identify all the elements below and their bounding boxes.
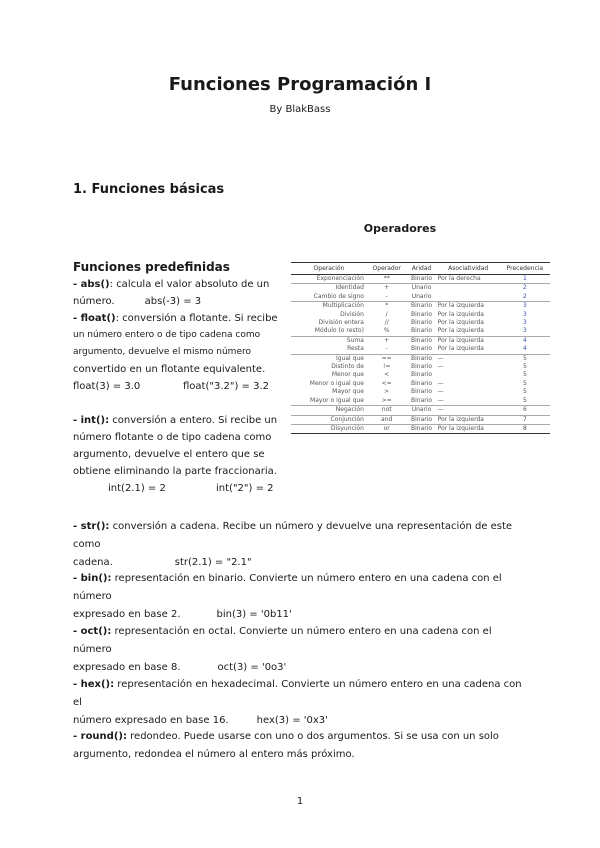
- hex-function: - hex(): representación en hexadecimal. Convierte un número entero en una cadena con el número expresado en base 16. hex(3) = '0x3': [73, 679, 522, 726]
- operator-assoc-cell: [437, 371, 500, 379]
- operator-arity-cell: Binario: [411, 379, 433, 387]
- operator-arity-cell: Binario: [411, 319, 433, 327]
- operator-op-cell: <: [384, 371, 390, 379]
- operator-arity-cell: Binario: [411, 336, 433, 344]
- operator-prec-cell: 5: [522, 371, 527, 379]
- operator-op-cell: !=: [382, 363, 391, 371]
- operator-name-cell: Multiplicación: [322, 302, 364, 310]
- operator-prec-cell: 5: [522, 379, 527, 387]
- operator-prec-cell: 1: [500, 275, 550, 284]
- operator-op-cell: <=: [381, 379, 392, 387]
- operator-assoc-cell: —: [437, 354, 444, 362]
- operator-assoc-cell: [437, 293, 500, 302]
- operator-op-cell: -: [367, 345, 407, 354]
- page-title: Funciones Programación I: [168, 74, 432, 95]
- int-desc-4: obtiene eliminando la parte fraccionaria.: [73, 466, 277, 477]
- operators-column-header: Precedencia: [500, 263, 550, 275]
- float-desc-4: convertido en un flotante equivalente.: [73, 364, 266, 375]
- float-desc: - float(): conversión a flotante. Si recibe: [73, 313, 278, 324]
- section-title: 1. Funciones básicas: [73, 182, 225, 197]
- operator-assoc-cell: Por la izquierda: [437, 310, 484, 318]
- operator-assoc-cell: —: [437, 406, 500, 415]
- operator-op-cell: +: [384, 284, 390, 292]
- operator-name-cell: Menor que: [331, 371, 364, 379]
- operator-row: [291, 293, 550, 302]
- operator-arity-cell: Binario: [406, 397, 436, 406]
- operator-row: [291, 345, 550, 354]
- operator-row: [291, 380, 550, 388]
- str-function: - str(): conversión a cadena. Recibe un número y devuelve una representación de este como cadena. str(2.1) = "2.1": [73, 521, 513, 568]
- operators-table-header: [291, 263, 550, 275]
- operator-prec-cell: 5: [500, 397, 550, 406]
- operator-name-cell: Suma: [346, 336, 364, 344]
- operator-prec-cell: 3: [522, 310, 527, 318]
- operators-column-header: Asociatividad: [437, 263, 500, 275]
- operator-name-cell: Módulo (o resto): [291, 327, 367, 336]
- operator-prec-cell: 3: [522, 302, 527, 310]
- operator-arity-cell: Binario: [411, 388, 433, 396]
- operator-arity-cell: Unario: [406, 293, 436, 302]
- operator-prec-cell: 5: [522, 363, 527, 371]
- operator-row: [291, 327, 550, 336]
- operator-prec-cell: 5: [522, 354, 527, 362]
- operator-assoc-cell: Por la izquierda: [437, 319, 484, 327]
- operator-row: [291, 284, 550, 293]
- operator-assoc-cell: —: [437, 397, 500, 406]
- operator-op-cell: >: [384, 388, 390, 396]
- operator-row: [291, 363, 550, 371]
- bin-function: - bin(): representación en binario. Convierte un número entero en una cadena con el número expresado en base 2. bin(3) = '0b11': [73, 573, 502, 620]
- operator-prec-cell: 3: [500, 327, 550, 336]
- operator-arity-cell: Binario: [406, 327, 436, 336]
- operator-assoc-cell: Por la izquierda: [437, 424, 500, 433]
- operator-name-cell: Negación: [291, 406, 367, 415]
- operator-op-cell: +: [384, 336, 390, 344]
- operators-title: Operadores: [363, 222, 437, 235]
- operator-op-cell: *: [385, 302, 389, 310]
- operator-arity-cell: Unario: [406, 406, 436, 415]
- round-function: - round(): redondeo. Puede usarse con uno o dos argumentos. Si se usa con un solo argumento, redondea el número al entero más próximo.: [73, 731, 499, 760]
- operator-row: [291, 371, 550, 379]
- operator-arity-cell: Binario: [406, 345, 436, 354]
- operator-op-cell: %: [367, 327, 407, 336]
- operator-name-cell: Mayor o igual que: [291, 397, 367, 406]
- operator-prec-cell: 7: [500, 415, 550, 424]
- operators-column-header: Operación: [291, 263, 367, 275]
- operator-arity-cell: Binario: [411, 354, 433, 362]
- predefined-functions: [73, 259, 278, 497]
- operator-name-cell: Cambio de signo: [291, 293, 367, 302]
- operator-prec-cell: 8: [500, 424, 550, 433]
- operator-arity-cell: Binario: [406, 415, 436, 424]
- operator-row: [291, 275, 550, 284]
- operator-arity-cell: Binario: [406, 424, 436, 433]
- operator-name-cell: División entera: [318, 319, 364, 327]
- operator-prec-cell: 6: [500, 406, 550, 415]
- operator-assoc-cell: Por la izquierda: [437, 336, 484, 344]
- operator-row: [291, 354, 550, 363]
- operator-assoc-cell: —: [437, 363, 444, 371]
- operator-assoc-cell: Por la izquierda: [437, 415, 500, 424]
- page-number: 1: [296, 796, 304, 807]
- operator-prec-cell: 3: [522, 319, 527, 327]
- operator-op-cell: or: [367, 424, 407, 433]
- operator-op-cell: **: [367, 275, 407, 284]
- int-examples: int(2.1) = 2 int("2") = 2: [108, 483, 274, 494]
- operator-op-cell: -: [367, 293, 407, 302]
- operator-name-cell: Menor o igual que: [309, 379, 364, 387]
- operator-assoc-cell: —: [437, 388, 444, 396]
- operator-name-cell: Disyunción: [291, 424, 367, 433]
- operator-assoc-cell: [437, 284, 500, 293]
- operator-prec-cell: 4: [522, 336, 527, 344]
- operator-prec-cell: 5: [522, 388, 527, 396]
- operator-arity-cell: Binario: [411, 302, 433, 310]
- float-desc-2: un número entero o de tipo cadena como: [73, 330, 261, 340]
- operator-name-cell: Exponenciación: [291, 275, 367, 284]
- operator-assoc-cell: Por la izquierda: [437, 327, 500, 336]
- operator-arity-cell: Binario: [411, 371, 433, 379]
- abs-desc: - abs(): calcula el valor absoluto de un: [73, 279, 270, 290]
- operator-prec-cell: 4: [500, 345, 550, 354]
- operator-op-cell: /: [385, 310, 388, 318]
- operators-column-header: Aridad: [406, 263, 436, 275]
- operator-name-cell: División: [340, 310, 364, 318]
- operator-name-cell: Mayor que: [332, 388, 364, 396]
- operator-assoc-cell: —: [437, 379, 444, 387]
- operator-prec-cell: 2: [500, 293, 550, 302]
- operator-row: [291, 302, 550, 311]
- float-desc-3: argumento, devuelve el mismo número: [73, 347, 251, 357]
- operator-name-cell: Identidad: [335, 284, 364, 292]
- operator-row: [291, 336, 550, 345]
- operator-arity-cell: Binario: [411, 310, 433, 318]
- operator-op-cell: and: [367, 415, 407, 424]
- operator-op-cell: not: [367, 406, 407, 415]
- operator-op-cell: //: [384, 319, 389, 327]
- operator-name-cell: Resta: [291, 345, 367, 354]
- operator-arity-cell: Binario: [406, 275, 436, 284]
- oct-function: - oct(): representación en octal. Convierte un número entero en una cadena con el número expresado en base 8. oct(3) = '0o3': [73, 626, 492, 673]
- operators-table: [291, 262, 550, 434]
- operators-column-header: Operador: [367, 263, 407, 275]
- float-examples: float(3) = 3.0 float("3.2") = 3.2: [73, 381, 270, 392]
- operator-row: [291, 388, 550, 396]
- operator-row: [291, 406, 550, 415]
- operator-op-cell: >=: [367, 397, 407, 406]
- operator-assoc-cell: Por la derecha: [437, 275, 500, 284]
- author: By BlakBass: [269, 104, 331, 115]
- operator-row: [291, 424, 550, 433]
- operator-op-cell: ==: [381, 354, 392, 362]
- operator-assoc-cell: Por la izquierda: [437, 345, 500, 354]
- operator-arity-cell: Unario: [411, 284, 432, 292]
- operator-prec-cell: 2: [522, 284, 527, 292]
- operator-row: [291, 415, 550, 424]
- abs-desc-2: número. abs(-3) = 3: [73, 296, 202, 307]
- operator-arity-cell: Binario: [411, 363, 433, 371]
- int-desc: - int(): conversión a entero. Si recibe un: [73, 415, 278, 426]
- operator-row: [291, 311, 550, 319]
- operator-name-cell: Igual que: [335, 354, 364, 362]
- operator-name-cell: Distinto de: [331, 363, 364, 371]
- operator-assoc-cell: Por la izquierda: [437, 302, 484, 310]
- operator-row: [291, 319, 550, 327]
- int-desc-2: número flotante o de tipo cadena como: [73, 432, 272, 443]
- int-desc-3: argumento, devuelve el entero que se: [73, 449, 265, 460]
- predefined-heading: Funciones predefinidas: [73, 260, 230, 274]
- operator-row: [291, 397, 550, 406]
- operator-name-cell: Conjunción: [291, 415, 367, 424]
